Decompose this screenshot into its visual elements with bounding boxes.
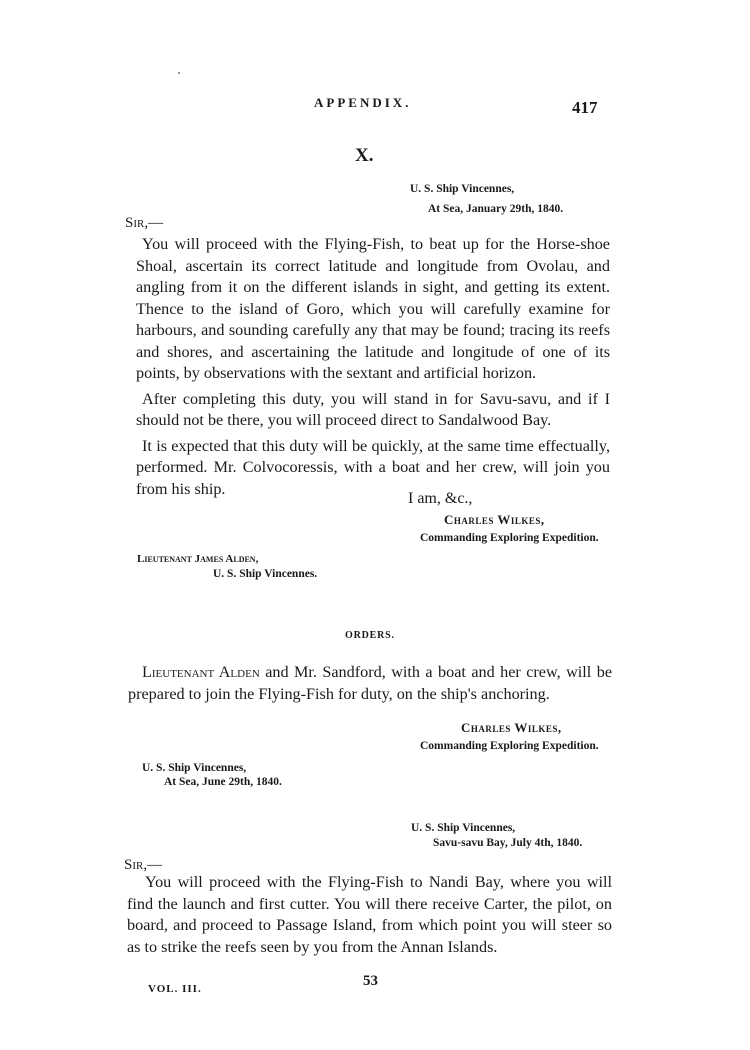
footer-signature-mark: 53 [363,973,378,989]
letter2-paragraph: You will proceed with the Flying-Fish to Nandi Bay, where you will find the launch and first cutter. You will there receive Carter, the pilot, on board, and proceed to Passage Island, from which point you will steer so as to strike the reefs seen by you from the Annan Islands. [127,873,612,956]
section-title: X. [355,145,374,166]
letter1-paragraph: It is expected that this duty will be quickly, at the same time effectually, performed. Mr. Colvocoressis, with a boat and her crew, will join you from his ship. [136,436,610,498]
page-number: 417 [572,98,598,117]
orders-lead: Lieutenant Alden [142,663,260,681]
letter1-closing: I am, &c., [408,490,473,507]
letter1-paragraph: After completing this duty, you will stand in for Savu-savu, and if I should not be there, you will proceed direct to Sandalwood Bay. [136,389,610,429]
orders-body [128,662,612,705]
letter2-body [127,872,612,958]
letter1-addressee-ship: U. S. Ship Vincennes. [213,568,318,580]
page-speck [178,72,180,74]
orders-text: and Mr. Sandford, with a boat and her crew, will be prepared to join the Flying-Fish for duty, on the ship's anchoring. [128,663,613,703]
orders-ship: U. S. Ship Vincennes, [142,762,247,774]
letter1-signer: Charles Wilkes, [444,512,545,527]
running-header: APPENDIX. [314,95,412,110]
letter2-salutation: Sir,— [124,857,163,873]
letter1-addressee: Lieutenant James Alden, [137,553,259,565]
orders-place-date: At Sea, June 29th, 1840. [164,776,282,788]
letter1-ship: U. S. Ship Vincennes, [410,183,515,195]
letter1-signer-title: Commanding Exploring Expedition. [420,532,599,544]
letter1-salutation: Sir,— [125,215,164,231]
orders-signer: Charles Wilkes, [461,720,562,735]
letter1-body [136,234,610,500]
orders-paragraph [128,662,612,705]
letter2-place-date: Savu-savu Bay, July 4th, 1840. [433,837,583,849]
letter1-paragraph: You will proceed with the Flying-Fish, to beat up for the Horse-shoe Shoal, ascertain its correct latitude and longitude from Ovolau, and angling from it on the different islands in sight, and getting its extent. Thence to the island of Goro, which you will carefully examine for harbours, and sounding carefully any that may be found; tracing its reefs and shores, and ascertaining the latitude and longitude of one of its points, by observations with the sextant and artificial horizon. [136,235,610,382]
letter1-place-date: At Sea, January 29th, 1840. [428,203,564,215]
orders-heading: ORDERS. [345,630,395,641]
footer-volume: VOL. III. [148,983,202,995]
orders-signer-title: Commanding Exploring Expedition. [420,740,599,752]
letter2-ship: U. S. Ship Vincennes, [411,822,516,834]
